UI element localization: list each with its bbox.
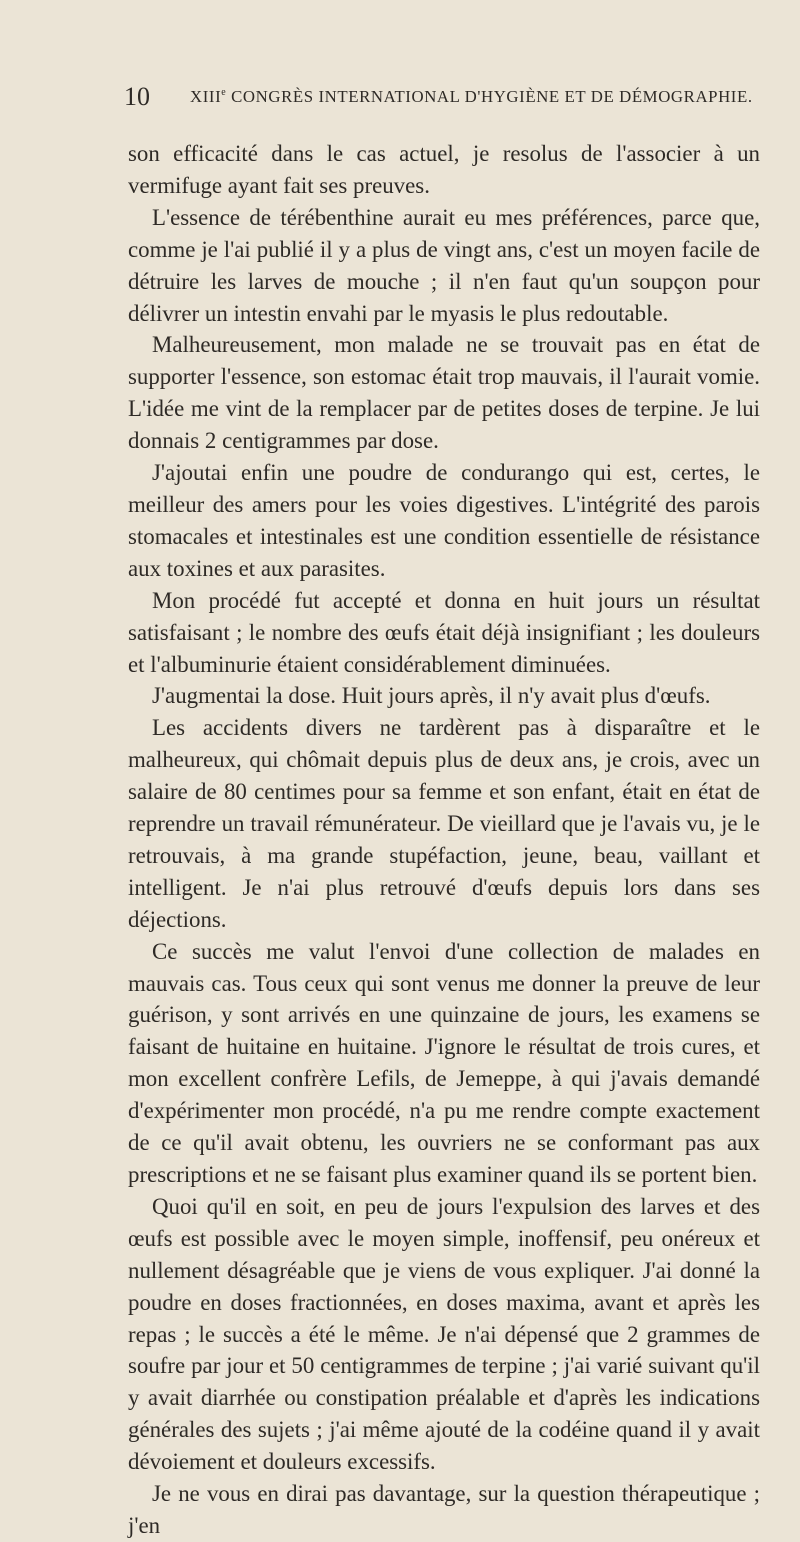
paragraph-8: Ce succès me valut l'envoi d'une collection de malades en mauvais cas. Tous ceux qui sont venus me donner la preuve de leur guérison, y sont arrivés en une quinzaine de jours, les examens se faisant de huitaine en huitaine. J'ignore le résultat de trois cures, et mon excellent confrère Lefils, de Jemeppe, à qui j'avais demandé d'expérimenter mon procédé, n'a pu me rendre compte exactement de ce qu'il avait obtenu, les ouvriers ne se conformant pas aux prescriptions et ne se faisant plus examiner quand ils se portent bien. <box>128 938 760 1187</box>
header-title-sup: e <box>221 87 227 98</box>
body-text <box>128 138 760 1542</box>
header-title-prefix: XIII <box>190 87 222 106</box>
paragraph-10: Je ne vous en dirai pas davantage, sur la question thérapeutique ; j'en <box>128 1481 760 1538</box>
paragraph-3: Malheureusement, mon malade ne se trouvait pas en état de supporter l'essence, son estomac était trop mauvais, il l'aurait vomie. L'idée me vint de la remplacer par de petites doses de terpine. Je lui donnais 2 centigrammes par dose. <box>128 332 760 454</box>
paragraph-5: Mon procédé fut accepté et donna en huit jours un résultat satisfaisant ; le nombre des œufs était déjà insignifiant ; les douleurs et l'albuminurie étaient considérablement diminuées. <box>128 587 760 677</box>
paragraph-4: J'ajoutai enfin une poudre de condurango qui est, certes, le meilleur des amers pour les voies digestives. L'intégrité des parois stomacales et intestinales est une condition essentielle de résistance aux toxines et aux parasites. <box>128 460 760 581</box>
paragraph-1: son efficacité dans le cas actuel, je resolus de l'associer à un vermifuge ayant fait ses preuves. <box>128 141 760 198</box>
header-title <box>190 87 753 107</box>
paragraph-6: J'augmentai la dose. Huit jours après, il n'y avait plus d'œufs. <box>152 683 711 709</box>
header-title-rest: CONGRÈS INTERNATIONAL D'HYGIÈNE ET DE DÉMOGRAPHIE. <box>226 87 753 106</box>
paragraph-7: Les accidents divers ne tardèrent pas à disparaître et le malheureux, qui chômait depuis plus de deux ans, je crois, avec un salaire de 80 centimes pour sa femme et son enfant, était en état de reprendre un travail rémunérateur. De vieillard que je l'avais vu, je le retrouvais, à ma grande stupéfaction, jeune, beau, vaillant et intelligent. Je n'ai plus retrouvé d'œufs depuis lors dans ses déjections. <box>128 715 760 932</box>
running-header <box>124 82 760 138</box>
page-number: 10 <box>124 82 150 111</box>
paragraph-2: L'essence de térébenthine aurait eu mes préférences, parce que, comme je l'ai publié il y a plus de vingt ans, c'est un moyen facile de détruire les larves de mouche ; il n'en faut qu'un soupçon pour délivrer un intestin envahi par le myasis le plus redoutable. <box>128 204 760 326</box>
paragraph-9: Quoi qu'il en soit, en peu de jours l'expulsion des larves et des œufs est possible avec le moyen simple, inoffensif, peu onéreux et nullement désagréable que je viens de vous expliquer. J'ai donné la poudre en doses fractionnées, en doses maxima, avant et après les repas ; le succès a été le même. Je n'ai dépensé que 2 grammes de soufre par jour et 50 centigrammes de terpine ; j'ai varié suivant qu'il y avait diarrhée ou constipation préalable et d'après les indications générales des sujets ; j'ai même ajouté de la codéine quand il y avait dévoiement et douleurs excessifs. <box>128 1193 760 1475</box>
